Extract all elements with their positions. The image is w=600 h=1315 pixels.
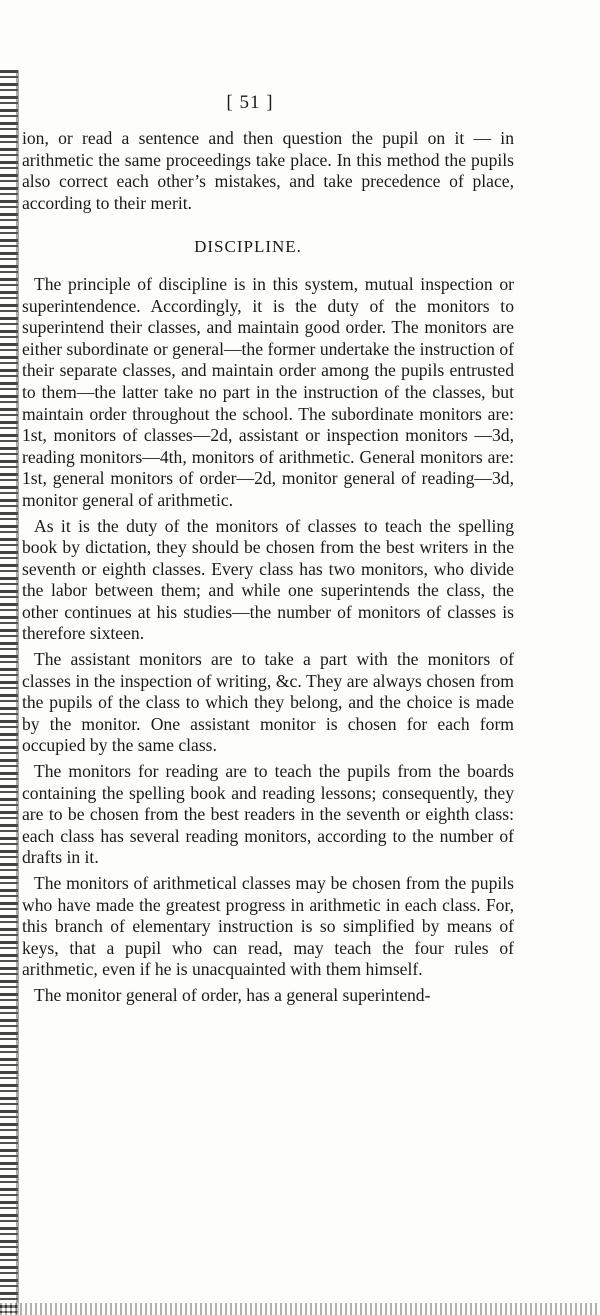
section-heading: DISCIPLINE.: [194, 237, 302, 257]
paragraph-monitor-general: The monitor general of order, has a general superintend-: [34, 984, 431, 1005]
paragraph-reading-monitors: The monitors for reading are to teach the pupils from the boards containing the spelling book and reading lessons; consequently, they are to be chosen from the best readers in the seventh or eighth class: each class has several reading monitors, according to the number of drafts in it.: [22, 761, 514, 868]
paragraph-monitors-of-classes: As it is the duty of the monitors of classes to teach the spelling book by dictation, they should be chosen from the best writers in the seventh or eighth classes. Every class has two monitors, who divide the labor between them; and while one superintends the class, the other continues at his studies—the number of monitors of classes is therefore sixteen.: [22, 515, 514, 644]
paragraph-arithmetic-monitors: The monitors of arithmetical classes may be chosen from the pupils who have made the greatest progress in arithmetic in each class. For, this branch of elementary instruction is so simplified by means of keys, that a pupil who can read, may teach the four rules of arithmetic, even if he is unacquainted with them himself.: [22, 873, 514, 980]
binding-edge: [16, 70, 19, 1315]
continued-paragraph: ion, or read a sentence and then question the pupil on it — in arithmetic the same proceedings take place. In this method the pupils also correct each other’s mistakes, and take precedence of place, according to their merit.: [22, 128, 514, 213]
paragraph-assistant-monitors: The assistant monitors are to take a part with the monitors of classes in the inspection of writing, &c. They are always chosen from the pupils of the class to which they belong, and the choice is made by the monitor. One assistant monitor is chosen for each form occupied by the same class.: [22, 649, 514, 756]
page-bottom-edge: [0, 1303, 600, 1315]
page-number: [ 51 ]: [226, 92, 274, 113]
paragraph-principle: The principle of discipline is in this system, mutual inspection or superintendence. Accordingly, it is the duty of the monitors to superintend their classes, and maintain good order. The monitors are either subordinate or general—the former undertake the instruction of their separate classes, and maintain order among the pupils entrusted to them—the latter take no part in the instruction of the classes, but maintain order throughout the school. The subordinate monitors are: 1st, monitors of classes—2d, assistant or inspection monitors —3d, reading monitors—4th, monitors of arithmetic. General monitors are: 1st, general monitors of order—2d, monitor general of reading—3d, monitor general of arithmetic.: [22, 273, 514, 510]
page-text: [22, 128, 514, 1007]
